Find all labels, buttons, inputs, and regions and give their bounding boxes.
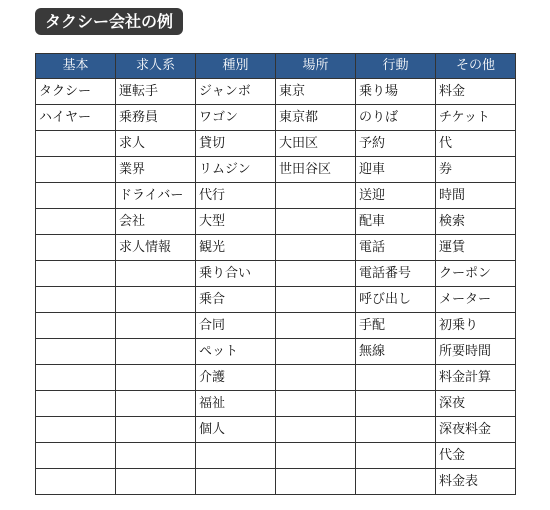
table-cell bbox=[116, 287, 196, 313]
table-cell bbox=[116, 417, 196, 443]
table-cell: 乗り場 bbox=[356, 79, 436, 105]
table-cell: チケット bbox=[436, 105, 516, 131]
table-cell bbox=[36, 261, 116, 287]
table-cell: 世田谷区 bbox=[276, 157, 356, 183]
table-cell: 検索 bbox=[436, 209, 516, 235]
table-row bbox=[36, 183, 516, 209]
header-row bbox=[36, 54, 516, 79]
table-row bbox=[36, 157, 516, 183]
table-row bbox=[36, 313, 516, 339]
table-cell: 乗務員 bbox=[116, 105, 196, 131]
table-cell: 所要時間 bbox=[436, 339, 516, 365]
column-header: 場所 bbox=[276, 54, 356, 79]
table-row bbox=[36, 443, 516, 469]
table-cell: 深夜 bbox=[436, 391, 516, 417]
table-cell bbox=[36, 313, 116, 339]
table-cell: ジャンボ bbox=[196, 79, 276, 105]
table-cell bbox=[276, 469, 356, 495]
table-cell: 代行 bbox=[196, 183, 276, 209]
table-cell: 電話 bbox=[356, 235, 436, 261]
table-row bbox=[36, 261, 516, 287]
column-header: 行動 bbox=[356, 54, 436, 79]
table-row bbox=[36, 287, 516, 313]
table-cell bbox=[36, 417, 116, 443]
table-cell: 乗り合い bbox=[196, 261, 276, 287]
table-cell bbox=[116, 261, 196, 287]
table-cell bbox=[276, 287, 356, 313]
table-cell: 貸切 bbox=[196, 131, 276, 157]
table-cell: ワゴン bbox=[196, 105, 276, 131]
column-header: 基本 bbox=[36, 54, 116, 79]
table-row bbox=[36, 391, 516, 417]
table-cell: 乗合 bbox=[196, 287, 276, 313]
keyword-table bbox=[35, 53, 516, 495]
table-row bbox=[36, 365, 516, 391]
table-cell bbox=[276, 209, 356, 235]
table-cell bbox=[36, 469, 116, 495]
table-cell: 大型 bbox=[196, 209, 276, 235]
table-cell bbox=[36, 209, 116, 235]
table-cell bbox=[356, 391, 436, 417]
table-row bbox=[36, 105, 516, 131]
table-cell: 求人 bbox=[116, 131, 196, 157]
table-cell: 料金 bbox=[436, 79, 516, 105]
table-cell bbox=[116, 365, 196, 391]
table-row bbox=[36, 339, 516, 365]
table-cell: 代 bbox=[436, 131, 516, 157]
table-cell bbox=[36, 443, 116, 469]
table-cell: ドライバー bbox=[116, 183, 196, 209]
table-cell bbox=[36, 365, 116, 391]
table-cell bbox=[116, 469, 196, 495]
table-cell: 料金計算 bbox=[436, 365, 516, 391]
table-row bbox=[36, 209, 516, 235]
table-cell bbox=[356, 443, 436, 469]
table-cell bbox=[116, 313, 196, 339]
table-cell bbox=[196, 469, 276, 495]
table-body bbox=[36, 79, 516, 495]
table-cell: 東京 bbox=[276, 79, 356, 105]
table-cell: 呼び出し bbox=[356, 287, 436, 313]
table-cell bbox=[36, 157, 116, 183]
table-cell: 観光 bbox=[196, 235, 276, 261]
table-cell bbox=[356, 365, 436, 391]
page-title: タクシー会社の例 bbox=[35, 8, 183, 35]
table-row bbox=[36, 131, 516, 157]
table-cell: 会社 bbox=[116, 209, 196, 235]
table-header bbox=[36, 54, 516, 79]
table-cell: 予約 bbox=[356, 131, 436, 157]
table-row bbox=[36, 417, 516, 443]
table-cell: 時間 bbox=[436, 183, 516, 209]
table-row bbox=[36, 79, 516, 105]
table-cell: 大田区 bbox=[276, 131, 356, 157]
table-cell bbox=[276, 365, 356, 391]
table-cell: 迎車 bbox=[356, 157, 436, 183]
table-cell: 初乗り bbox=[436, 313, 516, 339]
table-row bbox=[36, 235, 516, 261]
table-cell: 運転手 bbox=[116, 79, 196, 105]
table-cell: 券 bbox=[436, 157, 516, 183]
table-cell bbox=[276, 443, 356, 469]
table-cell: クーポン bbox=[436, 261, 516, 287]
column-header: その他 bbox=[436, 54, 516, 79]
table-cell bbox=[36, 339, 116, 365]
table-cell: 合同 bbox=[196, 313, 276, 339]
table-cell: タクシー bbox=[36, 79, 116, 105]
table-cell: 無線 bbox=[356, 339, 436, 365]
table-cell: 福祉 bbox=[196, 391, 276, 417]
table-cell: 業界 bbox=[116, 157, 196, 183]
table-cell: 代金 bbox=[436, 443, 516, 469]
table-cell bbox=[276, 391, 356, 417]
table-cell bbox=[276, 261, 356, 287]
table-cell: 送迎 bbox=[356, 183, 436, 209]
table-cell: 求人情報 bbox=[116, 235, 196, 261]
column-header: 種別 bbox=[196, 54, 276, 79]
table-cell bbox=[36, 287, 116, 313]
table-cell bbox=[116, 339, 196, 365]
table-cell: ペット bbox=[196, 339, 276, 365]
table-cell: 運賃 bbox=[436, 235, 516, 261]
table-cell: 料金表 bbox=[436, 469, 516, 495]
table-cell: 手配 bbox=[356, 313, 436, 339]
table-cell bbox=[356, 469, 436, 495]
table-cell bbox=[356, 417, 436, 443]
table-cell: 介護 bbox=[196, 365, 276, 391]
table-cell: メーター bbox=[436, 287, 516, 313]
table-cell bbox=[276, 339, 356, 365]
table-cell bbox=[36, 131, 116, 157]
table-cell bbox=[196, 443, 276, 469]
table-cell bbox=[276, 183, 356, 209]
table-cell: 深夜料金 bbox=[436, 417, 516, 443]
table-cell bbox=[276, 417, 356, 443]
table-cell: 配車 bbox=[356, 209, 436, 235]
table-cell bbox=[276, 313, 356, 339]
table-cell bbox=[36, 391, 116, 417]
column-header: 求人系 bbox=[116, 54, 196, 79]
table-row bbox=[36, 469, 516, 495]
table-cell bbox=[116, 443, 196, 469]
table-cell: 個人 bbox=[196, 417, 276, 443]
table-cell bbox=[116, 391, 196, 417]
table-cell bbox=[276, 235, 356, 261]
table-cell: ハイヤー bbox=[36, 105, 116, 131]
table-cell bbox=[36, 235, 116, 261]
table-cell bbox=[36, 183, 116, 209]
table-cell: リムジン bbox=[196, 157, 276, 183]
table-cell: 電話番号 bbox=[356, 261, 436, 287]
table-cell: のりば bbox=[356, 105, 436, 131]
table-cell: 東京都 bbox=[276, 105, 356, 131]
